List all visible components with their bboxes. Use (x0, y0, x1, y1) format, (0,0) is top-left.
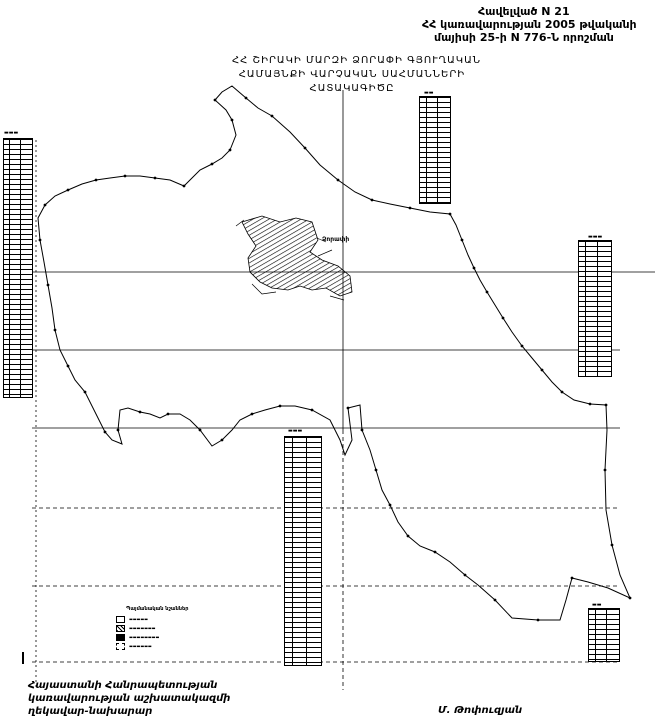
legend-title: Պայմանական նշաններ (126, 606, 189, 612)
coordinate-grid (32, 90, 655, 690)
coordinate-table-top-caption: ▬▬ (424, 90, 434, 96)
legend-item-1: ▬▬▬▬▬ (116, 616, 148, 623)
coordinate-table-left-caption: ▬▬▬ (4, 130, 19, 136)
footer-line-1: Հայաստանի Հանրապետության (28, 680, 218, 691)
settlement-area (236, 216, 352, 300)
map-title-line-3: ՀԱՏԱԿԱԳԻԾԸ (309, 83, 395, 94)
decision-date-line: մայիսի 25-ի N 776-Ն որոշման (434, 31, 614, 44)
coordinate-table-top (419, 96, 451, 204)
coordinate-table-bottom-caption: ▬▬▬ (288, 428, 303, 434)
government-decision-line: ՀՀ կառավարության 2005 թվականի (422, 18, 637, 31)
coordinate-table-small-caption: ▬▬ (592, 602, 602, 608)
coordinate-table-bottom (284, 436, 322, 666)
legend-item-4: ▬▬▬▬▬▬ (116, 643, 152, 650)
coordinate-table-right (578, 240, 612, 377)
legend (116, 606, 226, 656)
map-title-line-1: ՀՀ ՇԻՐԱԿԻ ՄԱՐԶԻ ՁՈՐԱՓԻ ԳՅՈՒՂԱԿԱՆ (232, 55, 482, 66)
community-boundary (38, 86, 630, 620)
boundary-markers (39, 97, 632, 622)
coordinate-table-left (3, 138, 33, 398)
footer-line-2: կառավարության աշխատակազմի (28, 693, 231, 704)
coordinate-table-right-caption: ▬▬▬ (588, 234, 603, 240)
coordinate-table-small (588, 608, 620, 662)
village-label: Ձորափի (322, 236, 350, 243)
legend-item-2: ▬▬▬▬▬▬▬ (116, 625, 155, 632)
annex-number: Հավելված N 21 (478, 5, 570, 18)
scale-marker (22, 652, 24, 664)
signature-name: Մ. Թոփուզյան (438, 705, 523, 716)
map-title-line-2: ՀԱՄԱՅՆՔԻ ՎԱՐՉԱԿԱՆ ՍԱՀՄԱՆՆԵՐԻ (238, 69, 466, 80)
legend-item-3: ▬▬▬▬▬▬▬▬ (116, 634, 159, 641)
footer-line-3: ղեկավար-նախարար (28, 706, 153, 717)
